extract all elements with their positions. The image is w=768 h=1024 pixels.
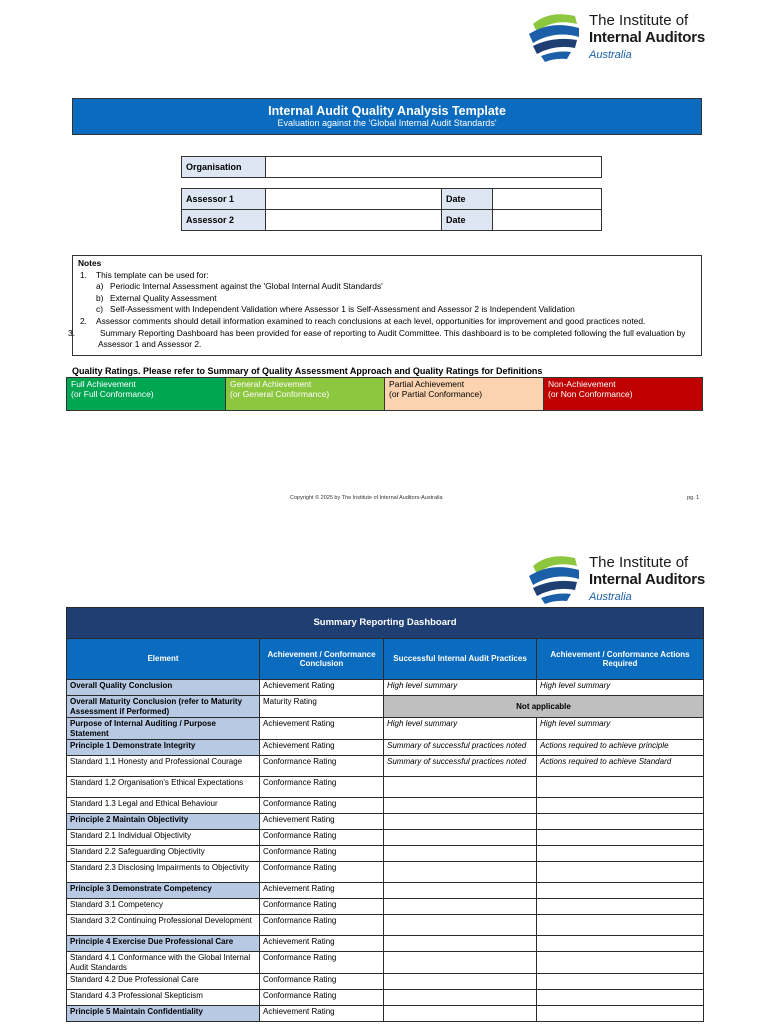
table-row bbox=[67, 696, 704, 718]
row-element: Overall Quality Conclusion bbox=[67, 680, 260, 696]
row-actions[interactable] bbox=[537, 952, 704, 974]
table-row bbox=[67, 936, 704, 952]
organisation-table bbox=[181, 156, 602, 178]
row-conclusion[interactable]: Achievement Rating bbox=[260, 718, 384, 740]
rating-non: Non-Achievement (or Non Conformance) bbox=[544, 378, 702, 410]
row-conclusion[interactable]: Achievement Rating bbox=[260, 680, 384, 696]
row-element: Standard 1.1 Honesty and Professional Courage bbox=[67, 756, 260, 777]
notes-box bbox=[68, 255, 702, 356]
table-row bbox=[67, 814, 704, 830]
row-element: Purpose of Internal Auditing / Purpose Statement bbox=[67, 718, 260, 740]
row-actions[interactable] bbox=[537, 830, 704, 846]
row-practices[interactable] bbox=[384, 846, 537, 862]
note-subitem: a) Periodic Internal Assessment against the 'Global Internal Audit Standards' bbox=[96, 281, 383, 292]
row-actions[interactable] bbox=[537, 990, 704, 1006]
table-row bbox=[67, 718, 704, 740]
row-practices[interactable]: High level summary bbox=[384, 718, 537, 740]
col-header-conclusion: Achievement / Conformance Conclusion bbox=[260, 639, 384, 680]
row-element: Standard 4.2 Due Professional Care bbox=[67, 974, 260, 990]
row-conclusion[interactable]: Conformance Rating bbox=[260, 974, 384, 990]
row-conclusion[interactable]: Achievement Rating bbox=[260, 1006, 384, 1022]
col-header-actions: Achievement / Conformance Actions Required bbox=[537, 639, 704, 680]
row-element: Principle 5 Maintain Confidentiality bbox=[67, 1006, 260, 1022]
rating-full: Full Achievement (or Full Conformance) bbox=[67, 378, 226, 410]
iia-logo-page2 bbox=[527, 552, 717, 606]
row-practices[interactable] bbox=[384, 936, 537, 952]
row-element: Standard 3.2 Continuing Professional Development bbox=[67, 915, 260, 936]
row-actions[interactable] bbox=[537, 798, 704, 814]
row-practices[interactable] bbox=[384, 830, 537, 846]
row-practices[interactable] bbox=[384, 798, 537, 814]
dashboard-body bbox=[67, 680, 704, 1022]
not-applicable-cell: Not applicable bbox=[384, 696, 704, 718]
rating-general: General Achievement (or General Conformance) bbox=[226, 378, 385, 410]
row-element: Standard 4.3 Professional Skepticism bbox=[67, 990, 260, 1006]
assessor1-label: Assessor 1 bbox=[182, 189, 266, 210]
row-practices[interactable] bbox=[384, 899, 537, 915]
col-header-element: Element bbox=[67, 639, 260, 680]
table-row bbox=[67, 777, 704, 798]
row-practices[interactable] bbox=[384, 777, 537, 798]
summary-dashboard bbox=[66, 607, 703, 1022]
row-element: Principle 4 Exercise Due Professional Care bbox=[67, 936, 260, 952]
row-element: Standard 2.2 Safeguarding Objectivity bbox=[67, 846, 260, 862]
row-practices[interactable] bbox=[384, 990, 537, 1006]
row-element: Principle 2 Maintain Objectivity bbox=[67, 814, 260, 830]
assessor1-field[interactable] bbox=[266, 189, 442, 210]
row-conclusion[interactable]: Conformance Rating bbox=[260, 777, 384, 798]
row-practices[interactable]: High level summary bbox=[384, 680, 537, 696]
row-conclusion[interactable]: Conformance Rating bbox=[260, 756, 384, 777]
row-practices[interactable] bbox=[384, 952, 537, 974]
table-row bbox=[67, 883, 704, 899]
row-conclusion[interactable]: Conformance Rating bbox=[260, 899, 384, 915]
row-actions[interactable]: Actions required to achieve principle bbox=[537, 740, 704, 756]
logo-text-line3: Australia bbox=[589, 49, 632, 61]
row-conclusion[interactable]: Achievement Rating bbox=[260, 936, 384, 952]
row-practices[interactable] bbox=[384, 862, 537, 883]
page-subtitle: Evaluation against the 'Global Internal Audit Standards' bbox=[277, 118, 497, 128]
row-conclusion[interactable]: Achievement Rating bbox=[260, 740, 384, 756]
row-practices[interactable]: Summary of successful practices noted bbox=[384, 740, 537, 756]
assessor-table bbox=[181, 188, 602, 231]
row-actions[interactable] bbox=[537, 915, 704, 936]
note-item: 1. This template can be used for: bbox=[80, 269, 209, 280]
row-practices[interactable] bbox=[384, 883, 537, 899]
table-row bbox=[67, 846, 704, 862]
row-element: Standard 2.1 Individual Objectivity bbox=[67, 830, 260, 846]
row-element: Standard 1.3 Legal and Ethical Behaviour bbox=[67, 798, 260, 814]
row-conclusion[interactable]: Achievement Rating bbox=[260, 814, 384, 830]
row-actions[interactable]: Actions required to achieve Standard bbox=[537, 756, 704, 777]
row-practices[interactable] bbox=[384, 814, 537, 830]
page-title: Internal Audit Quality Analysis Template bbox=[268, 104, 506, 118]
table-row bbox=[67, 756, 704, 777]
footer-copyright: Copyright © 2025 by The Institute of Internal Auditors-Australia bbox=[290, 495, 443, 501]
row-element: Overall Maturity Conclusion (refer to Maturity Assessment if Performed) bbox=[67, 696, 260, 718]
row-conclusion[interactable]: Maturity Rating bbox=[260, 696, 384, 718]
dashboard-title: Summary Reporting Dashboard bbox=[67, 608, 704, 639]
iia-logo-mark-icon bbox=[527, 552, 583, 606]
row-practices[interactable]: Summary of successful practices noted bbox=[384, 756, 537, 777]
table-row bbox=[67, 680, 704, 696]
note-subitem: c) Self-Assessment with Independent Validation where Assessor 1 is Self-Assessment and Assessor 2 is Independent Validation bbox=[96, 304, 575, 315]
row-conclusion[interactable]: Conformance Rating bbox=[260, 952, 384, 974]
row-conclusion[interactable]: Conformance Rating bbox=[260, 990, 384, 1006]
table-row bbox=[67, 1006, 704, 1022]
note-item: 3. Summary Reporting Dashboard has been provided for ease of reporting to Audit Committee. This dashboard is to be completed following the full evaluation by Assessor 1 and Assessor 2. bbox=[68, 327, 686, 350]
date1-field[interactable] bbox=[493, 189, 602, 210]
row-actions[interactable] bbox=[537, 1006, 704, 1022]
row-conclusion[interactable]: Conformance Rating bbox=[260, 846, 384, 862]
row-element: Principle 3 Demonstrate Competency bbox=[67, 883, 260, 899]
iia-logo bbox=[527, 10, 717, 64]
table-row bbox=[67, 740, 704, 756]
row-conclusion[interactable]: Conformance Rating bbox=[260, 830, 384, 846]
row-practices[interactable] bbox=[384, 974, 537, 990]
row-actions[interactable] bbox=[537, 862, 704, 883]
rating-partial: Partial Achievement (or Partial Conformance) bbox=[385, 378, 544, 410]
table-row bbox=[67, 974, 704, 990]
row-actions[interactable]: High level summary bbox=[537, 680, 704, 696]
row-actions[interactable] bbox=[537, 936, 704, 952]
footer-page-number: pg. 1 bbox=[687, 495, 700, 501]
row-actions[interactable] bbox=[537, 814, 704, 830]
row-element: Standard 2.3 Disclosing Impairments to Objectivity bbox=[67, 862, 260, 883]
row-conclusion[interactable]: Conformance Rating bbox=[260, 798, 384, 814]
table-row bbox=[67, 990, 704, 1006]
logo-text-line2: Internal Auditors bbox=[589, 29, 706, 46]
row-actions[interactable]: High level summary bbox=[537, 718, 704, 740]
logo-text-line1: The Institute of bbox=[589, 12, 689, 29]
row-actions[interactable] bbox=[537, 974, 704, 990]
row-element: Standard 1.2 Organisation's Ethical Expectations bbox=[67, 777, 260, 798]
row-actions[interactable] bbox=[537, 883, 704, 899]
row-element: Standard 3.1 Competency bbox=[67, 899, 260, 915]
organisation-field[interactable] bbox=[266, 157, 602, 178]
col-header-practices: Successful Internal Audit Practices bbox=[384, 639, 537, 680]
table-row bbox=[67, 952, 704, 974]
logo-text-line1: The Institute of bbox=[589, 554, 689, 571]
date2-field[interactable] bbox=[493, 210, 602, 231]
date1-label: Date bbox=[442, 189, 493, 210]
row-actions[interactable] bbox=[537, 899, 704, 915]
logo-text-line2: Internal Auditors bbox=[589, 571, 706, 588]
row-actions[interactable] bbox=[537, 846, 704, 862]
date2-label: Date bbox=[442, 210, 493, 231]
row-element: Principle 1 Demonstrate Integrity bbox=[67, 740, 260, 756]
row-conclusion[interactable]: Conformance Rating bbox=[260, 915, 384, 936]
table-row bbox=[67, 830, 704, 846]
row-practices[interactable] bbox=[384, 915, 537, 936]
table-row bbox=[67, 862, 704, 883]
iia-logo-mark-icon bbox=[527, 10, 583, 64]
assessor2-label: Assessor 2 bbox=[182, 210, 266, 231]
note-item: 2. Assessor comments should detail information examined to reach conclusions at each level, opportunities for improvement and good practices noted. bbox=[80, 315, 646, 326]
notes-heading: Notes bbox=[78, 258, 102, 268]
row-conclusion[interactable]: Achievement Rating bbox=[260, 883, 384, 899]
table-row bbox=[67, 915, 704, 936]
row-actions[interactable] bbox=[537, 777, 704, 798]
logo-text-line3: Australia bbox=[589, 591, 632, 603]
title-banner bbox=[72, 98, 702, 135]
table-row bbox=[67, 798, 704, 814]
table-row bbox=[67, 899, 704, 915]
note-subitem: b) External Quality Assessment bbox=[96, 292, 217, 303]
organisation-label: Organisation bbox=[182, 157, 266, 178]
quality-ratings-heading: Quality Ratings. Please refer to Summary of Quality Assessment Approach and Quality Ratings for Definitions bbox=[72, 366, 543, 376]
assessor2-field[interactable] bbox=[266, 210, 442, 231]
quality-ratings-legend bbox=[66, 377, 703, 411]
row-conclusion[interactable]: Conformance Rating bbox=[260, 862, 384, 883]
row-practices[interactable] bbox=[384, 1006, 537, 1022]
row-element: Standard 4.1 Conformance with the Global Internal Audit Standards bbox=[67, 952, 260, 974]
